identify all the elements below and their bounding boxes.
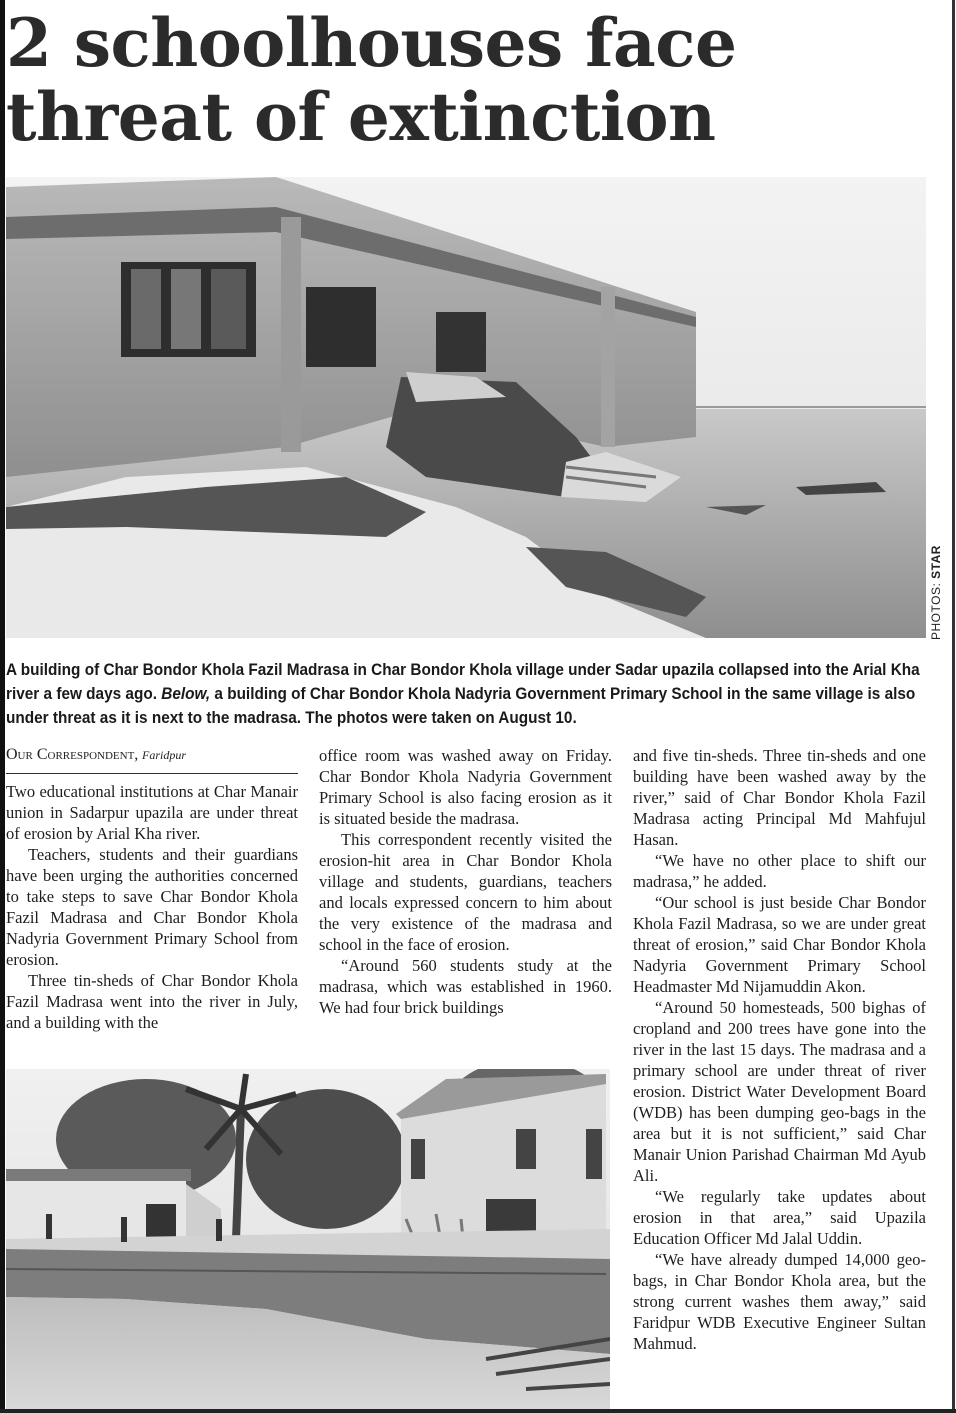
primary-school-photo [6,1069,610,1409]
byline-location: Faridpur [142,748,187,762]
photo-credit [929,545,943,640]
paragraph: Teachers, students and their guardians have been urging the authorities concerned to take steps to save Char Bondor Khola Fazil Madrasa and Char Bondor Khola Nadyria Government Primary School from erosion. [6,845,298,969]
paragraph: “We have already dumped 14,000 geo-bags, in Char Bondor Khola area, but the strong current washes them away,” said Faridpur WDB Executive Engineer Sultan Mahmud. [633,1250,926,1353]
article-column-1 [6,781,298,1033]
paragraph: Three tin-sheds of Char Bondor Khola Fazil Madrasa went into the river in July, and a building with the [6,971,298,1032]
photo-caption [6,658,927,730]
caption-emphasis: Below, [161,685,211,703]
byline-author: Our Correspondent, [6,746,139,763]
paragraph: “Our school is just beside Char Bondor Khola Fazil Madrasa, so we are under great threat of erosion,” said Char Bondor Khola Nadyria Government Primary School Headmaster Md Nijamuddin Akon. [633,893,926,996]
paragraph: “Around 560 students study at the madrasa, which was established in 1960. We had four brick buildings [319,956,612,1017]
paragraph: “We regularly take updates about erosion in that area,” said Upazila Education Officer Md Jalal Uddin. [633,1187,926,1248]
page-border-left [0,0,5,1413]
page-border-right [952,0,955,1413]
byline [6,746,298,764]
paragraph: and five tin-sheds. Three tin-sheds and one building have been washed away by the river,” said of Char Bondor Khola Fazil Madrasa acting Principal Md Mahfujul Hasan. [633,746,926,849]
paragraph: “Around 50 homesteads, 500 bighas of cropland and 200 trees have gone into the river in the last 15 days. The madrasa and a primary school are under threat of river erosion. District Water Development Board (WDB) has been dumping geo-bags in the area but it is not sufficient,” said Char Manair Union Parishad Chairman Md Ayub Ali. [633,998,926,1185]
headline: 2 schoolhouses face threat of extinction [6,4,737,156]
article-column-2 [319,745,612,1018]
page-border-bottom [0,1409,956,1413]
caption-text-1: A building of Char Bondor Khola Fazil Madrasa in Char Bondor Khola village under Sadar upazila collapsed into the Arial Kha river a few days ago. [6,661,920,703]
paragraph: office room was washed away on Friday. Char Bondor Khola Nadyria Government Primary School is also facing erosion as it is situated beside the madrasa. [319,746,612,828]
photo-credit-name: STAR [929,545,943,579]
paragraph: “We have no other place to shift our madrasa,” he added. [633,851,926,891]
collapsed-madrasa-photo [6,177,926,638]
article-column-3 [633,745,926,1354]
photo-credit-prefix: PHOTOS: [929,582,943,640]
paragraph: This correspondent recently visited the erosion-hit area in Char Bondor Khola village and students, guardians, teachers and locals expressed concern to him about the very existence of the madrasa and school in the face of erosion. [319,830,612,954]
byline-divider [6,773,298,774]
caption-text-2: a building of Char Bondor Khola Nadyria Government Primary School in the same village is also under threat as it is next to the madrasa. The photos were taken on August 10. [6,685,916,727]
paragraph: Two educational institutions at Char Manair union in Sadarpur upazila are under threat of erosion by Arial Kha river. [6,782,298,843]
